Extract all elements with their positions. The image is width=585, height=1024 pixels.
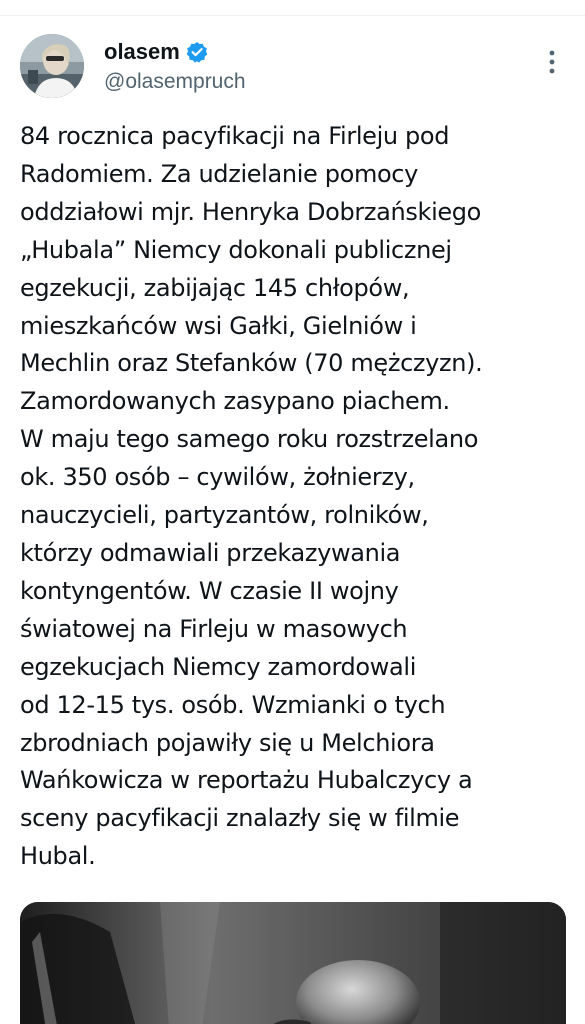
author-handle[interactable]: @olasempruch bbox=[104, 70, 246, 93]
tweet-text: 84 rocznica pacyfikacji na Firleju pod Radomiem. Za udzielanie pomocy oddziałowi mjr. Henryka Dobrzańskiego „Hubala” Niemcy dokonali publicznej egzekucji, zabijając 145 chłopów, mieszkańców wsi Gałki, Gielniów i Mechlin oraz Stefanków (70 mężczyzn). Zamordowanych zasypano piachem. W maju tego samego roku rozstrzelano ok. 350 osób – cywilów, żołnierzy, nauczycieli, partyzantów, rolników, którzy odmawiali przekazywania kontyngentów. W czasie II wojny światowej na Firleju w masowych egzekucjach Niemcy zamordowali od 12-15 tys. osób. Wzmianki o tych zbrodniach pojawiły się u Melchiora Wańkowicza w reportażu Hubalczycy a sceny pacyfikacji znalazły się w filmie Hubal. bbox=[20, 122, 483, 871]
avatar-image bbox=[20, 34, 84, 98]
author-name-row[interactable] bbox=[104, 38, 208, 66]
media-photo bbox=[20, 902, 566, 1024]
tweet-media-image[interactable] bbox=[20, 902, 566, 1024]
avatar[interactable] bbox=[20, 34, 84, 98]
top-divider bbox=[0, 15, 585, 16]
verified-badge-icon bbox=[186, 41, 208, 63]
author-display-name[interactable]: olasem bbox=[104, 39, 180, 64]
more-options-icon[interactable] bbox=[544, 48, 560, 76]
